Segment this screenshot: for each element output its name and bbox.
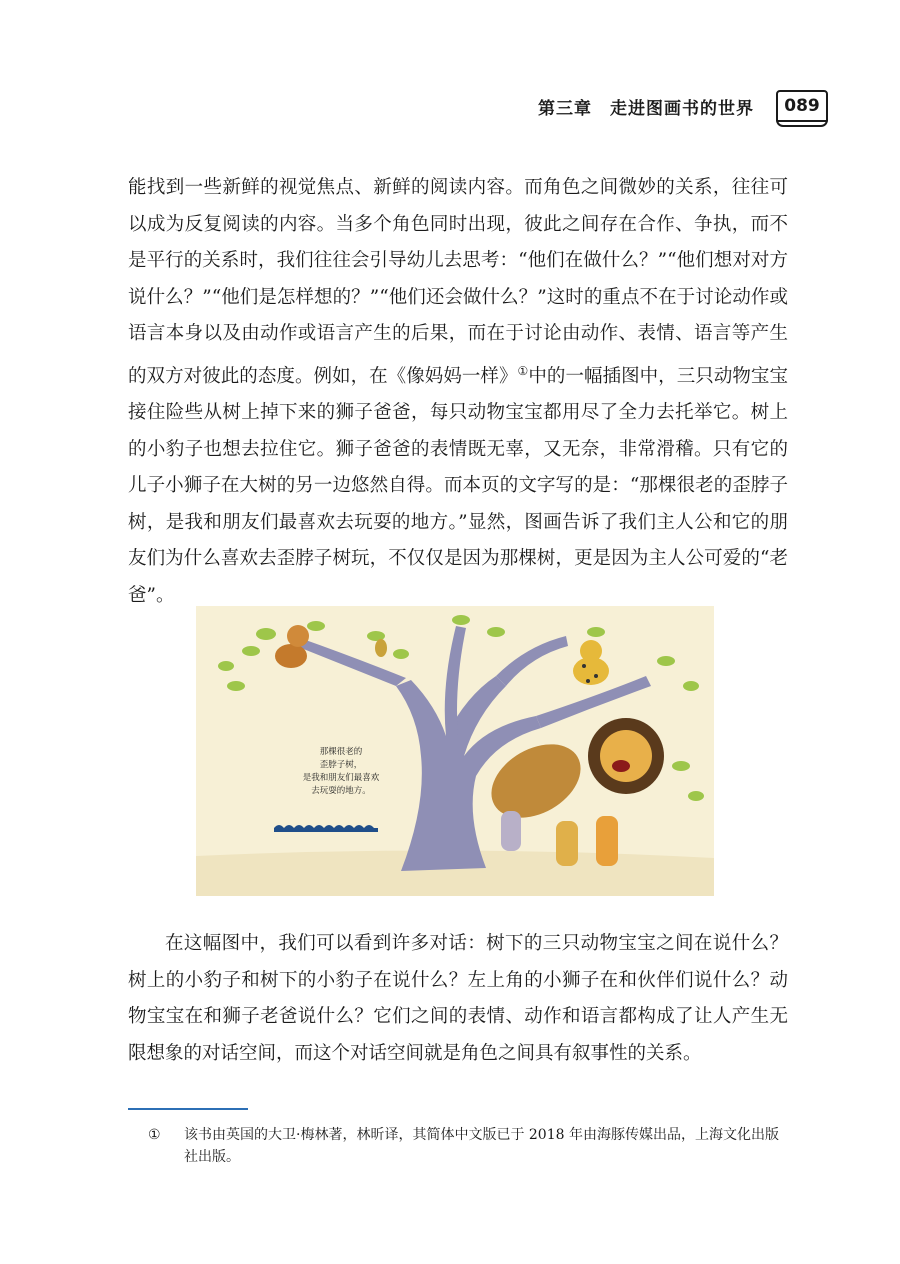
caption-line: 是我和朋友们最喜欢 — [302, 773, 380, 783]
illustration-tree-animals — [196, 606, 714, 896]
paragraph-1 — [128, 170, 788, 614]
illustration-caption — [286, 746, 396, 798]
footnote-marker: ① — [148, 1127, 161, 1143]
paragraph-2: 在这幅图中，我们可以看到许多对话：树下的三只动物宝宝之间在说什么？树上的小豹子和树下的小豹子在说什么？左上角的小狮子在和伙伴们说什么？动物宝宝在和狮子老爸说什么？它们之间的表情、动作和语言都构成了让人产生无限想象的对话空间，而这个对话空间就是角色之间具有叙事性的关系。 — [128, 933, 788, 1064]
chapter-title: 第三章 走进图画书的世界 — [538, 98, 754, 119]
caption-line: 歪脖子树， — [319, 760, 363, 770]
running-header — [538, 86, 828, 126]
caption-line: 去玩耍的地方。 — [311, 786, 371, 796]
page-number-book-icon — [776, 90, 828, 122]
footnote-reference: ① — [517, 363, 529, 378]
footnote-text: 该书由英国的大卫·梅林著，林昕译，其简体中文版已于 2018 年由海豚传媒出品，上海文化出版社出版。 — [184, 1127, 779, 1165]
page-number: 089 — [784, 96, 820, 116]
caption-line: 那棵很老的 — [319, 747, 363, 757]
paragraph-1-continued: 中的一幅插图中，三只动物宝宝接住险些从树上掉下来的狮子爸爸，每只动物宝宝都用尽了全力去托举它。树上的小豹子也想去拉住它。狮子爸爸的表情既无辜，又无奈，非常滑稽。只有它的儿子小狮子在大树的另一边悠然自得。而本页的文字写的是：“那棵很老的歪脖子树，是我和朋友们最喜欢去玩耍的地方。”显然，图画告诉了我们主人公和它的朋友们为什么喜欢去歪脖子树玩，不仅仅是因为那棵树，更是因为主人公可爱的“老爸”。 — [128, 365, 788, 606]
footnote — [148, 1124, 788, 1168]
paragraph-1-text: 能找到一些新鲜的视觉焦点、新鲜的阅读内容。而角色之间微妙的关系，往往可以成为反复阅读的内容。当多个角色同时出现，彼此之间存在合作、争执，而不是平行的关系时，我们往往会引导幼儿去思考：“他们在做什么？”“他们想对对方说什么？”“他们是怎样想的？”“他们还会做什么？”这时的重点不在于讨论动作或语言本身以及由动作或语言产生的后果，而在于讨论由动作、表情、语言等产生的双方对彼此的态度。例如，在《像妈妈一样》 — [128, 177, 788, 387]
footnote-divider — [128, 1108, 248, 1110]
book-illustration — [196, 606, 714, 896]
